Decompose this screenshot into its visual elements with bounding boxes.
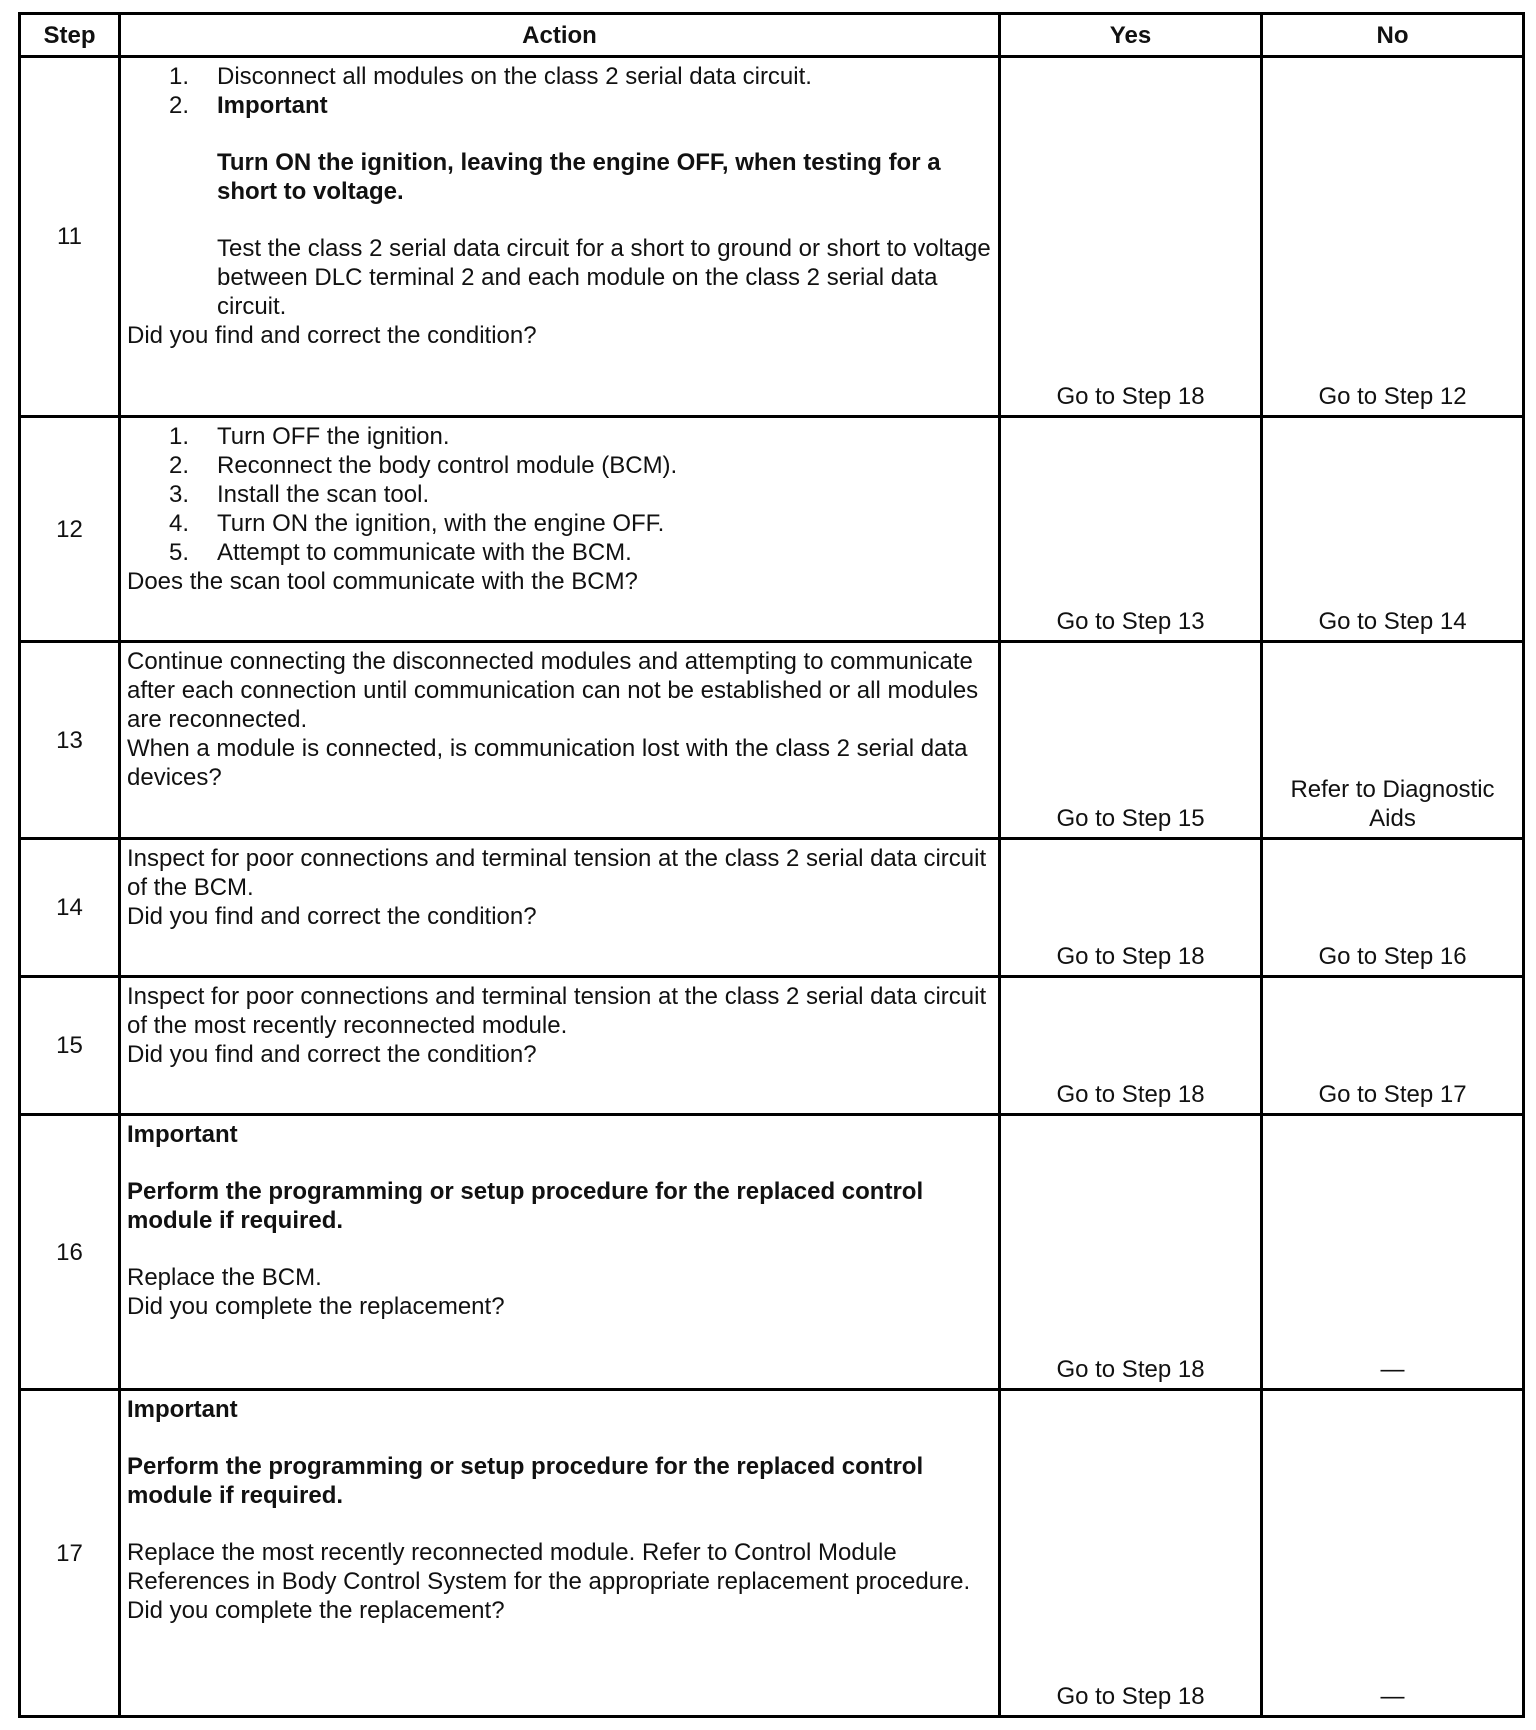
table-row (20, 1390, 1524, 1717)
list-item: 2. Reconnect the body control module (BCM). (168, 452, 678, 479)
action-list (127, 62, 992, 120)
list-item: 1. Turn OFF the ignition. (168, 423, 450, 450)
table-row (20, 839, 1524, 977)
action-cell (120, 57, 1000, 417)
yes-result: Go to Step 15 (1000, 642, 1262, 839)
yes-result: Go to Step 18 (1000, 1390, 1262, 1717)
yes-result: Go to Step 18 (1000, 977, 1262, 1115)
question-text: Does the scan tool communicate with the BCM? (127, 568, 638, 595)
list-item: 4. Turn ON the ignition, with the engine OFF. (168, 510, 665, 537)
table-row (20, 57, 1524, 417)
important-label: Important (127, 1121, 238, 1148)
yes-result: Go to Step 13 (1000, 417, 1262, 642)
step-number: 14 (20, 839, 120, 977)
instruction-text: Inspect for poor connections and terminal tension at the class 2 serial data circuit of the most recently reconnected module. (127, 983, 987, 1039)
action-cell (120, 642, 1000, 839)
yes-result: Go to Step 18 (1000, 57, 1262, 417)
action-list (127, 422, 992, 567)
header-yes: Yes (1000, 14, 1262, 57)
no-result: Go to Step 12 (1262, 57, 1524, 417)
step-number: 15 (20, 977, 120, 1115)
question-text: Did you find and correct the condition? (127, 1041, 537, 1068)
no-result: Go to Step 17 (1262, 977, 1524, 1115)
header-row (20, 14, 1524, 57)
question-text: Did you complete the replacement? (127, 1597, 505, 1624)
table-row (20, 642, 1524, 839)
action-cell (120, 977, 1000, 1115)
yes-result: Go to Step 18 (1000, 1115, 1262, 1390)
step-number: 11 (20, 57, 120, 417)
instruction-text: Replace the most recently reconnected module. Refer to Control Module References in Body Control System for the appropriate replacement procedure. (127, 1539, 971, 1595)
yes-result: Go to Step 18 (1000, 839, 1262, 977)
header-action: Action (120, 14, 1000, 57)
action-cell (120, 839, 1000, 977)
list-item: 1. Disconnect all modules on the class 2 serial data circuit. (168, 63, 812, 90)
list-item: 3. Install the scan tool. (168, 481, 430, 508)
step-number: 16 (20, 1115, 120, 1390)
diagnostic-table (18, 12, 1525, 1718)
action-cell (120, 417, 1000, 642)
action-cell (120, 1115, 1000, 1390)
no-result: Go to Step 14 (1262, 417, 1524, 642)
step-number: 17 (20, 1390, 120, 1717)
no-result: Refer to Diagnostic Aids (1262, 642, 1524, 839)
step-number: 13 (20, 642, 120, 839)
table-row (20, 417, 1524, 642)
header-no: No (1262, 14, 1524, 57)
list-item: 2. Important (168, 92, 328, 119)
important-note: Turn ON the ignition, leaving the engine OFF, when testing for a short to voltage. (217, 149, 941, 205)
no-result: — (1262, 1115, 1524, 1390)
instruction-text: Continue connecting the disconnected modules and attempting to communicate after each connection until communication can not be established or all modules are reconnected. (127, 648, 979, 733)
table-row (20, 1115, 1524, 1390)
important-label: Important (127, 1396, 238, 1423)
list-item: 5. Attempt to communicate with the BCM. (168, 539, 632, 566)
important-note: Perform the programming or setup procedure for the replaced control module if required. (127, 1453, 924, 1509)
table-row (20, 977, 1524, 1115)
no-result: Go to Step 16 (1262, 839, 1524, 977)
no-result: — (1262, 1390, 1524, 1717)
question-text: Did you find and correct the condition? (127, 903, 537, 930)
instruction-text: Replace the BCM. (127, 1264, 322, 1291)
question-text: Did you find and correct the condition? (127, 322, 537, 349)
action-cell (120, 1390, 1000, 1717)
instruction-text: Test the class 2 serial data circuit for a short to ground or short to voltage between DLC terminal 2 and each module on the class 2 serial data circuit. (217, 235, 991, 320)
question-text: Did you complete the replacement? (127, 1293, 505, 1320)
important-note: Perform the programming or setup procedure for the replaced control module if required. (127, 1178, 924, 1234)
header-step: Step (20, 14, 120, 57)
instruction-text: Inspect for poor connections and terminal tension at the class 2 serial data circuit of the BCM. (127, 845, 987, 901)
question-text: When a module is connected, is communication lost with the class 2 serial data devices? (127, 735, 968, 791)
step-number: 12 (20, 417, 120, 642)
